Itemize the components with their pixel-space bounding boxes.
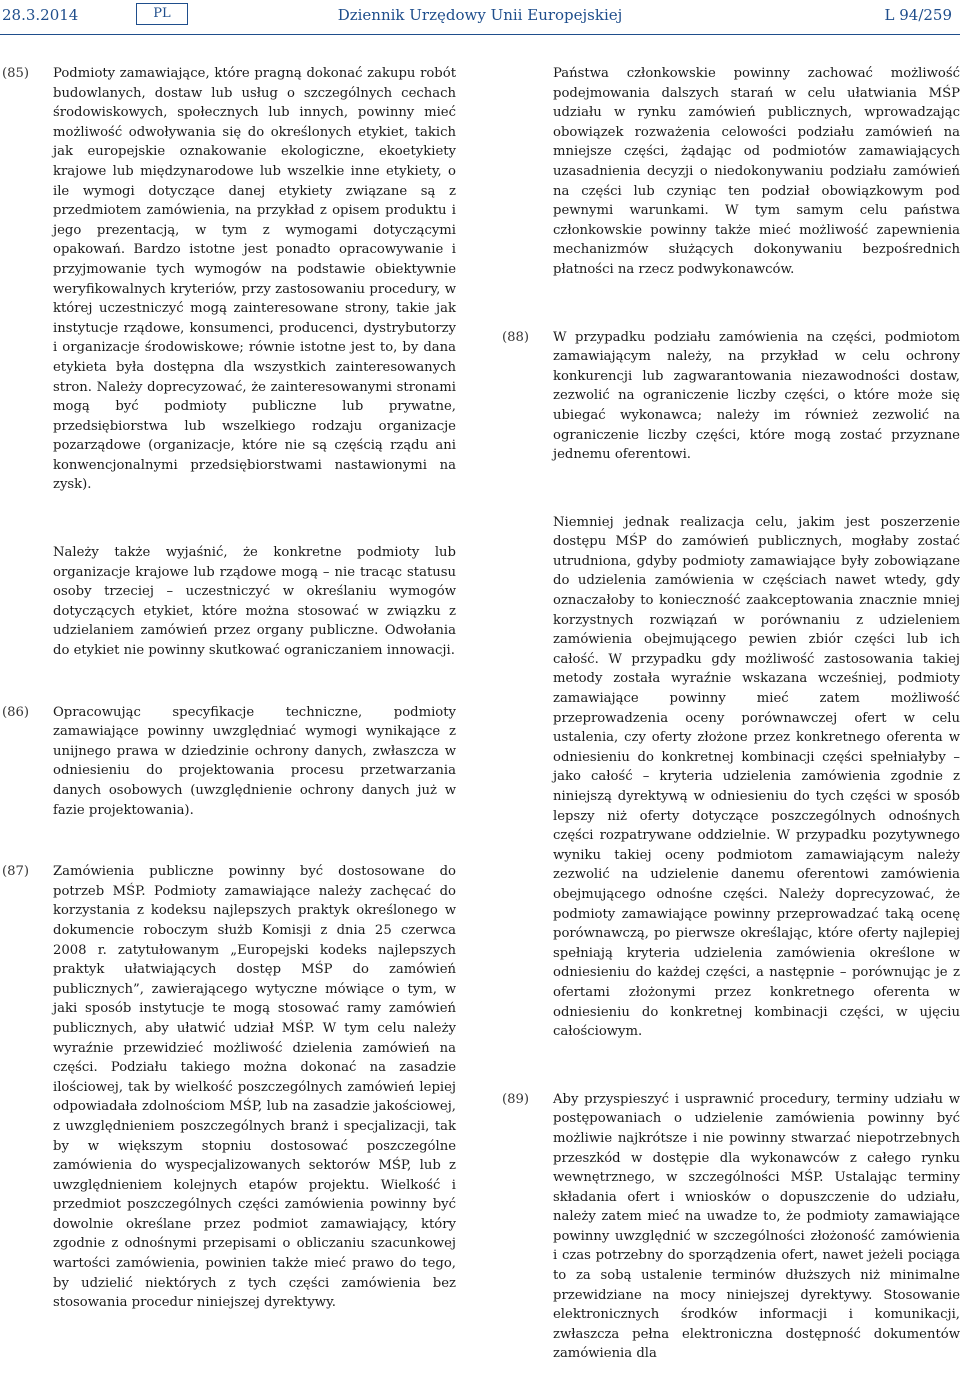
recital-text: Niemniej jednak realizacja celu, jakim jest poszerzenie dostępu MŚP do zamówień publicznych, mogłaby zostać utrudniona, gdyby podmioty zamawiające były zobowiązane do udzielenia zamówienia w częściach nawet wtedy, gdy oznaczałoby to konieczność zaakceptowania znacznie mniej korzystnych rozwiązań w porównaniu z udzieleniem zamówienia obejmującego pewien zbiór części lub ich całość. W przypadku gdy możliwość zastosowania takiej metody została wyraźnie wskazana wcześniej, podmioty zamawiające powinny mieć zatem możliwość przeprowadzenia oceny porównawczej ofert w celu ustalenia, czy oferty złożone przez konkretnego oferenta w odniesieniu do konkretnej kombinacji części spełniałyby – jako całość – kryteria udzielenia zamówienia zgodnie z niniejszą dyrektywą w odniesieniu do tych części w sposób lepszy niż oferty dotyczące poszczególnych odnośnych części rozpatrywane oddzielnie. W przypadku pozytywnego wyniku takiej oceny podmiotom zamawiającym należy zezwolić na udzielenie danemu oferentowi zamówienia obejmującego odnośne części. Należy doprecyzować, że podmioty zamawiające powinny przeprowadzać taką ocenę porównawczą, po pierwsze określając, które oferty najlepiej spełniają kryteria udzielenia zamówienia określone w odniesieniu do każdej części, a następnie – porównując je z ofertami złożonymi przez konkretnego oferenta w odniesieniu do konkretnej kombinacji części, w ujęciu całościowym. bbox=[553, 514, 960, 1040]
left-column bbox=[0, 64, 456, 1313]
header-rule bbox=[0, 34, 960, 35]
recital-text: Zamówienia publiczne powinny być dostosowane do potrzeb MŚP. Podmioty zamawiające należy zachęcać do korzystania z kodeksu najlepszych praktyk określonego w dokumencie roboczym służb Komisji z dnia 25 czerwca 2008 r. zatytułowanym „Europejski kodeks najlepszych praktyk ułatwiających dostęp MŚP do zamówień publicznych”, zawierającego wytyczne mówiące o tym, w jaki sposób instytucje te mogą stosować ramy zamówień publicznych, aby ułatwić udział MŚP. W tym celu należy wyraźnie przewidzieć możliwość dzielenia zamówień na części. Podziału takiego można dokonać na zasadzie ilościowej, tak by wielkość poszczególnych zamówień lepiej odpowiadała zdolnościom MŚP, lub na zasadzie jakościowej, z uwzględnieniem poszczególnych branż i specjalizacji, tak by w większym stopniu dostosować poszczególne zamówienia do wyspecjalizowanych sektorów MŚP, lub z uwzględnieniem kolejnych etapów projektu. Wielkość i przedmiot poszczególnych części zamówienia powinny być dowolnie określane przez podmiot zamawiający, który zgodnie z odnośnymi przepisami o obliczaniu szacunkowej wartości zamówienia, powinien także mieć prawo do tego, by udzielić niektórych z tych części zamówienia bez stosowania procedur niniejszej dyrektywy. bbox=[53, 864, 456, 1311]
recital-text: Państwa członkowskie powinny zachować możliwość podejmowania dalszych starań w celu ułatwiania MŚP udziału w rynku zamówień publicznych, wprowadzając obowiązek rozważenia celowości podziału zamówień na mniejsze części, żądając od podmiotów zamawiających uzasadnienia decyzji o niedokonywaniu podziału zamówień na części lub czyniąc ten podział obowiązkowym pod pewnymi warunkami. W tym samym celu państwa członkowskie powinny także mieć możliwość zapewnienia mechanizmów służących dokonywaniu bezpośrednich płatności na rzecz podwykonawców. bbox=[553, 66, 960, 277]
right-column bbox=[500, 64, 960, 1364]
recital-number: (89) bbox=[502, 1091, 530, 1107]
page-header bbox=[0, 0, 960, 38]
recital-text: Aby przyspieszyć i usprawnić procedury, terminy udziału w postępowaniach o udzielenie zamówienia powinny być możliwie najkrótsze i nie powinny stwarzać niepotrzebnych przeszkód w dostępie dla wykonawców z całego rynku wewnętrznego, w szczególności MŚP. Ustalając terminy składania ofert i wniosków o dopuszczenie do udziału, należy zatem mieć na uwadze to, że podmioty zamawiające powinny uwzględnić w szczególności złożoność zamówienia i czas potrzebny do sporządzenia ofert, nawet jeżeli pociąga to za sobą ustalenie terminów dłuższych niż minimalne przewidziane na mocy niniejszej dyrektywy. Stosowanie elektronicznych środków informacji i komunikacji, zwłaszcza pełna elektroniczna dostępność dokumentów zamówienia dla bbox=[553, 1091, 960, 1362]
journal-title: Dziennik Urzędowy Unii Europejskiej bbox=[337, 6, 623, 24]
recital-85 bbox=[0, 64, 456, 661]
recital-86 bbox=[0, 703, 456, 821]
recital-text: Należy także wyjaśnić, że konkretne podmioty lub organizacje krajowe lub rządowe mogą – nie tracąc statusu osoby trzeciej – uczestniczyć w określaniu wymogów dotyczących etykiet, które można stosować w związku z udzielaniem zamówień przez organy publiczne. Odwołania do etykiet nie powinny skutkować ograniczaniem innowacji. bbox=[53, 545, 456, 659]
recital-text: Podmioty zamawiające, które pragną dokonać zakupu robót budowlanych, dostaw lub usług o szczególnych cechach środowiskowych, społecznych lub innych, powinny mieć możliwość odwoływania się do określonych etykiet, takich jak europejskie oznakowanie ekologiczne, ekoetykiety krajowe lub międzynarodowe lub wszelkie inne etykiety, o ile wymogi dotyczące danej etykiety związane są z przedmiotem zamówienia, na przykład z opisem produktu i jego prezentacją, w tym z wymogami dotyczącymi opakowań. Bardzo istotne jest ponadto opracowywanie i przyjmowanie tych wymogów na podstawie obiektywnie weryfikowalnych kryteriów, przy zastosowaniu procedury, w której uczestniczyć mogą zainteresowane strony, takie jak instytucje rządowe, konsumenci, producenci, dystrybutorzy i organizacje środowiskowe; równie istotne jest to, by dana etykieta była dostępna dla wszystkich zainteresowanych stron. Należy doprecyzować, że zainteresowanymi stronami mogą być podmioty publiczne lub prywatne, przedsiębiorstwa lub wszelkiego rodzaju organizacje pozarządowe (organizacje, które nie są częścią rządu ani konwencjonalnymi przedsiębiorstwami nastawionymi na zysk). bbox=[53, 66, 456, 493]
recital-number: (87) bbox=[2, 864, 30, 880]
page-number: L 94/259 bbox=[884, 6, 952, 24]
recital-88 bbox=[500, 328, 960, 1042]
publication-date: 28.3.2014 bbox=[2, 6, 79, 24]
recital-87 bbox=[0, 862, 456, 1313]
recital-number: (85) bbox=[2, 66, 30, 81]
recital-text: Opracowując specyfikacje techniczne, podmioty zamawiające powinny uwzględniać wymogi wynikające z unijnego prawa w dziedzinie ochrony danych, zwłaszcza w odniesieniu do projektowania procesu przetwarzania danych osobowych (uwzględnienie ochrony danych już w fazie projektowania). bbox=[53, 704, 456, 818]
recital-87-continued bbox=[500, 64, 960, 280]
recital-number: (86) bbox=[2, 704, 30, 720]
language-badge: PL bbox=[136, 3, 188, 25]
recital-number: (88) bbox=[502, 329, 530, 345]
recital-89 bbox=[500, 1090, 960, 1364]
recital-text: W przypadku podziału zamówienia na części, podmiotom zamawiającym należy, na przykład w celu ochrony konkurencji lub zagwarantowania niezawodności dostaw, zezwolić na ograniczenie liczby części, o które może się ubiegać wykonawca; należy im również zezwolić na ograniczenie liczby części, które mogą zostać przyznane jednemu oferentowi. bbox=[553, 329, 960, 463]
